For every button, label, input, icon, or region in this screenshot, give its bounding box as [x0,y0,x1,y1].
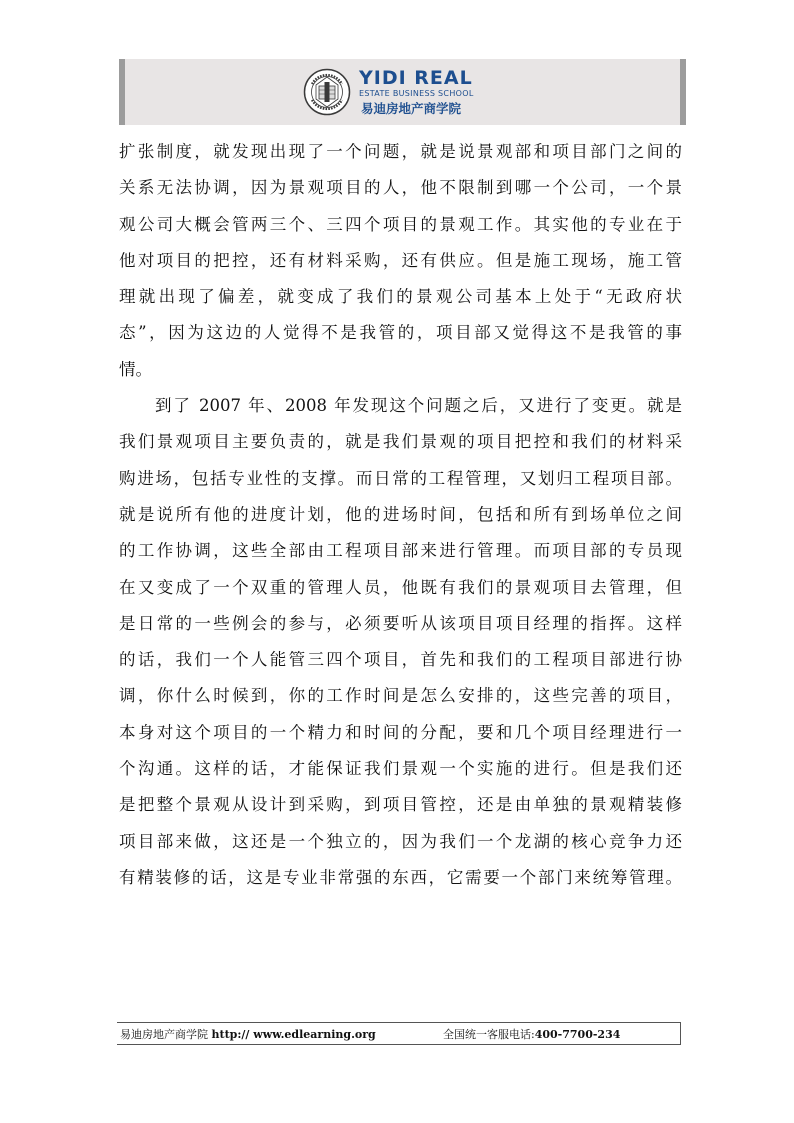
footer-url-link[interactable]: http:// www.edlearning.org [211,1028,376,1041]
logo-title: YIDI REAL [359,67,473,89]
footer-hotline [443,1026,620,1042]
text-line: 有精装修的话，这是专业非常强的东西，它需要一个部门来统筹管理。 [119,867,682,887]
footer-school-info [120,1026,376,1042]
text-line: 是把整个景观从设计到采购，到项目管控，还是由单独的景观精装修 [119,795,682,815]
logo-subtitle: ESTATE BUSINESS SCHOOL [359,89,474,98]
page-footer [117,1023,681,1045]
paragraph [119,388,682,896]
text-line: 购进场，包括专业性的支撑。而日常的工程管理，又划归工程项目部。 [119,468,682,488]
logo-chinese-name: 易迪房地产商学院 [361,101,462,116]
hotline-number: 400-7700-234 [534,1028,621,1041]
text-line: 就是说所有他的进度计划，他的进场时间，包括和所有到场单位之间 [119,504,682,524]
text-line: 本身对这个项目的一个精力和时间的分配，要和几个项目经理进行一 [119,722,682,742]
text-line: 到了 2007 年、2008 年发现这个问题之后，又进行了变更。就是 [155,396,682,416]
text-line: 我们景观项目主要负责的，就是我们景观的项目把控和我们的材料采 [119,432,682,452]
text-line: 态”，因为这边的人觉得不是我管的，项目部又觉得这不是我管的事 [119,323,682,343]
text-line: 扩张制度，就发现出现了一个问题，就是说景观部和项目部门之间的 [119,142,682,161]
text-line: 在又变成了一个双重的管理人员，他既有我们的景观项目去管理，但 [119,577,682,597]
text-line: 情。 [119,359,152,379]
paragraph [119,134,682,388]
text-line: 观公司大概会管两三个、三四个项目的景观工作。其实他的专业在于 [119,214,682,234]
text-line: 的工作协调，这些全部由工程项目部来进行管理。而项目部的专员现 [119,541,682,561]
page-header [119,59,686,125]
text-line: 个沟通。这样的话，才能保证我们景观一个实施的进行。但是我们还 [119,759,682,779]
school-seal-icon [303,68,351,116]
text-line: 调，你什么时候到，你的工作时间是怎么安排的，这些完善的项目， [119,686,682,706]
text-line: 理就出现了偏差，就变成了我们的景观公司基本上处于“无政府状 [119,287,682,307]
text-line: 的话，我们一个人能管三四个项目，首先和我们的工程项目部进行协 [119,650,682,670]
text-line: 项目部来做，这还是一个独立的，因为我们一个龙湖的核心竞争力还 [119,831,682,851]
text-line: 他对项目的把控，还有材料采购，还有供应。但是施工现场，施工管 [119,250,682,270]
footer-school-name: 易迪房地产商学院 [120,1028,208,1041]
school-logo [303,66,503,120]
document-body [119,134,682,896]
text-line: 是日常的一些例会的参与，必须要听从该项目项目经理的指挥。这样 [119,613,682,633]
hotline-label: 全国统一客服电话: [443,1028,535,1041]
text-line: 关系无法协调，因为景观项目的人，他不限制到哪一个公司，一个景 [119,178,682,198]
